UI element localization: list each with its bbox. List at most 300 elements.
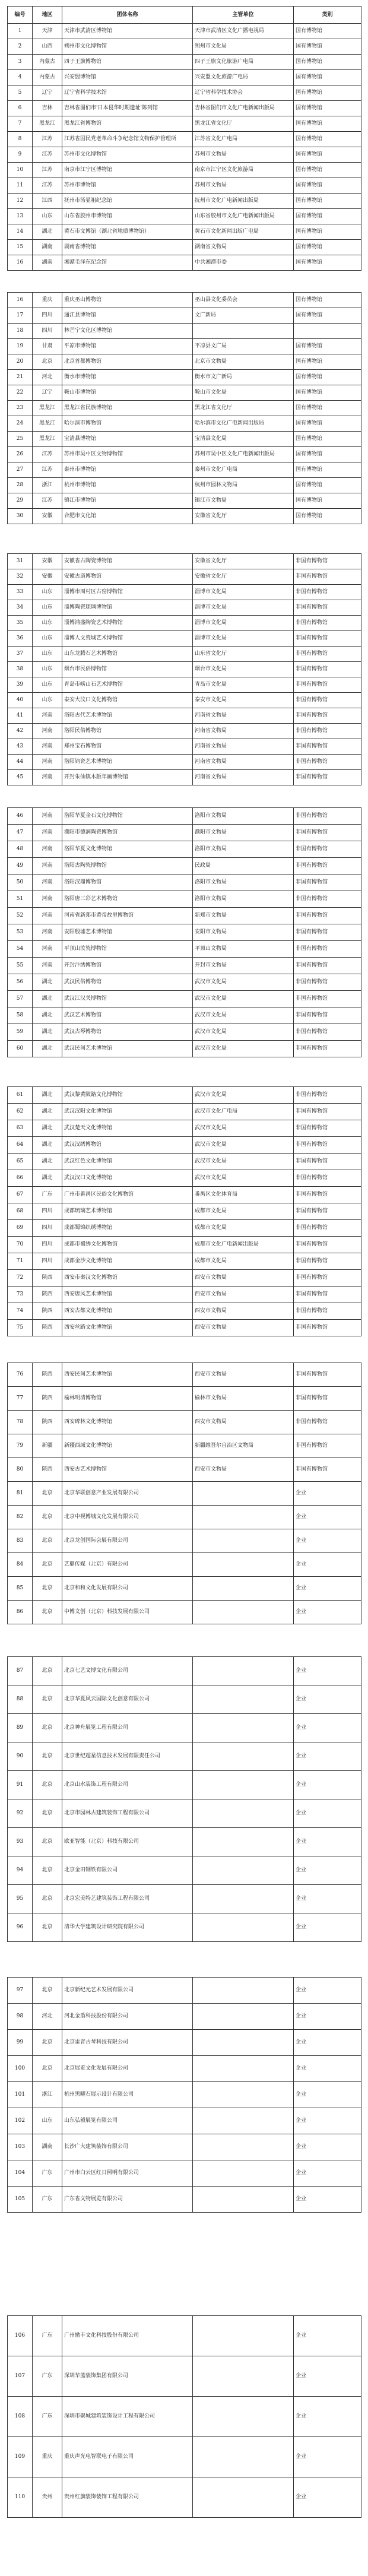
- cell-supervisor: 洛阳市文物局: [193, 808, 294, 825]
- cell-unit: 合肥市文化馆: [62, 509, 193, 524]
- cell-region: 江苏: [33, 163, 62, 178]
- table-row: [8, 147, 361, 163]
- cell-supervisor: 山东省胶州市文化广电新闻出版局: [193, 209, 294, 224]
- cell-unit: 武汉民俗博物馆: [62, 974, 193, 991]
- cell-region: 黑龙江: [33, 432, 62, 447]
- table-row: [8, 825, 361, 841]
- cell-supervisor: [193, 1799, 294, 1828]
- cell-region: 河南: [33, 770, 62, 785]
- cell-no: 106: [8, 2316, 33, 2356]
- cell-supervisor: 吉林省图们市文化广电新闻出版局: [193, 101, 294, 116]
- cell-region: 北京: [33, 1601, 62, 1624]
- table-section: [7, 1656, 361, 1942]
- cell-no: 14: [8, 224, 33, 240]
- cell-supervisor: [193, 1529, 294, 1553]
- cell-supervisor: 武汉市文化广电局: [193, 1104, 294, 1120]
- cell-region: 甘肃: [33, 339, 62, 354]
- museum-table: [7, 292, 361, 524]
- cell-category: 企业: [294, 2056, 361, 2082]
- cell-category: 非国有博物馆: [294, 1434, 361, 1458]
- cell-unit: 西安市秦汉文化博物馆: [62, 1270, 193, 1287]
- table-row: [8, 941, 361, 958]
- cell-no: 52: [8, 908, 33, 924]
- cell-category: 国有博物馆: [294, 478, 361, 493]
- cell-supervisor: [193, 2477, 294, 2518]
- cell-no: 30: [8, 509, 33, 524]
- table-row: [8, 55, 361, 70]
- museum-table: [7, 1086, 361, 1336]
- cell-category: 国有博物馆: [294, 55, 361, 70]
- cell-region: 浙江: [33, 2082, 62, 2108]
- cell-unit: 武汉古琴博物馆: [62, 1024, 193, 1041]
- table-row: [8, 1253, 361, 1270]
- cell-supervisor: 武汉市文化局: [193, 1120, 294, 1137]
- cell-region: 江苏: [33, 147, 62, 163]
- cell-region: 山东: [33, 693, 62, 708]
- cell-supervisor: 文广新局: [193, 308, 294, 324]
- cell-supervisor: 黑龙江省文化厅: [193, 116, 294, 132]
- cell-no: 11: [8, 178, 33, 194]
- cell-category: 非国有博物馆: [294, 1137, 361, 1154]
- cell-unit: 北京宏美特艺建筑装饰工程有限公司: [62, 1885, 193, 1913]
- cell-category: 企业: [294, 1482, 361, 1506]
- cell-category: 非国有博物馆: [294, 554, 361, 569]
- table-row: [8, 1087, 361, 1104]
- cell-region: 湖北: [33, 1120, 62, 1137]
- cell-no: 10: [8, 163, 33, 178]
- table-row: [8, 2004, 361, 2030]
- cell-category: 国有博物馆: [294, 509, 361, 524]
- cell-category: 企业: [294, 1856, 361, 1885]
- cell-supervisor: 西安市文物局: [193, 1287, 294, 1303]
- table-section: [7, 6, 361, 271]
- header-supervisor: 主管单位: [193, 7, 294, 24]
- cell-region: 新疆: [33, 1434, 62, 1458]
- cell-unit: 武汉民间艺术博物馆: [62, 1041, 193, 1057]
- cell-unit: 艺鼎传媒（北京）有限公司: [62, 1553, 193, 1577]
- cell-supervisor: [193, 1601, 294, 1624]
- table-row: [8, 858, 361, 874]
- table-row: [8, 1482, 361, 1506]
- cell-no: 71: [8, 1253, 33, 1270]
- cell-region: 湖南: [33, 2134, 62, 2160]
- cell-unit: 烟台市民俗博物馆: [62, 662, 193, 677]
- cell-region: 重庆: [33, 293, 62, 308]
- table-row: [8, 132, 361, 147]
- cell-no: 64: [8, 1137, 33, 1154]
- cell-supervisor: 武汉市文化局: [193, 1170, 294, 1187]
- cell-supervisor: 烟台市文化局: [193, 662, 294, 677]
- cell-category: 非国有博物馆: [294, 1154, 361, 1170]
- cell-region: 河南: [33, 825, 62, 841]
- cell-no: 88: [8, 1685, 33, 1714]
- cell-unit: 北京世纪超星信息技术发展有限责任公司: [62, 1742, 193, 1771]
- table-row: [8, 324, 361, 339]
- cell-category: 国有博物馆: [294, 163, 361, 178]
- cell-unit: 湘潭毛泽东纪念馆: [62, 255, 193, 271]
- cell-supervisor: [193, 2187, 294, 2213]
- cell-region: 贵州: [33, 2477, 62, 2518]
- cell-category: 国有博物馆: [294, 293, 361, 308]
- table-section: [7, 807, 361, 1057]
- cell-unit: 北京新纪元艺术发展有限公司: [62, 1978, 193, 2004]
- cell-no: 37: [8, 647, 33, 662]
- cell-category: 企业: [294, 1685, 361, 1714]
- cell-supervisor: 武汉市文化局: [193, 974, 294, 991]
- table-row: [8, 991, 361, 1007]
- cell-category: 非国有博物馆: [294, 569, 361, 585]
- cell-unit: 通江县博物馆: [62, 308, 193, 324]
- cell-unit: 武汉黎黄陂路文化博物馆: [62, 1087, 193, 1104]
- table-row: [8, 1287, 361, 1303]
- cell-no: 96: [8, 1913, 33, 1942]
- cell-unit: 北京金田钢铁有限公司: [62, 1856, 193, 1885]
- cell-supervisor: 天津市武清区文化广播电视局: [193, 24, 294, 39]
- table-row: [8, 39, 361, 55]
- cell-supervisor: 武汉市文化局: [193, 1087, 294, 1104]
- cell-unit: 哈尔滨市博物馆: [62, 416, 193, 432]
- cell-no: 97: [8, 1978, 33, 2004]
- cell-region: 内蒙古: [33, 70, 62, 85]
- table-row: [8, 2030, 361, 2056]
- cell-unit: 青岛市崂山石艺术博物馆: [62, 677, 193, 693]
- cell-region: 陕西: [33, 1387, 62, 1411]
- cell-no: 70: [8, 1237, 33, 1253]
- cell-category: 国有博物馆: [294, 178, 361, 194]
- cell-no: 16: [8, 293, 33, 308]
- cell-no: 58: [8, 1007, 33, 1024]
- cell-supervisor: [193, 2160, 294, 2187]
- cell-no: 45: [8, 770, 33, 785]
- cell-region: 陕西: [33, 1320, 62, 1336]
- table-row: [8, 2134, 361, 2160]
- cell-category: 企业: [294, 1601, 361, 1624]
- cell-unit: 重庆巫山博物馆: [62, 293, 193, 308]
- header-row: [8, 7, 361, 24]
- cell-category: 非国有博物馆: [294, 1220, 361, 1237]
- museum-table: [7, 553, 361, 785]
- cell-supervisor: 河南省文物局: [193, 770, 294, 785]
- cell-region: 安徽: [33, 554, 62, 569]
- cell-unit: 安阳殷墟艺术博物馆: [62, 924, 193, 941]
- cell-no: 61: [8, 1087, 33, 1104]
- cell-category: 非国有博物馆: [294, 1237, 361, 1253]
- cell-category: 国有博物馆: [294, 462, 361, 478]
- table-row: [8, 462, 361, 478]
- cell-unit: 河南省新郑市黄帝故里博物馆: [62, 908, 193, 924]
- cell-no: 48: [8, 841, 33, 858]
- cell-no: 91: [8, 1771, 33, 1799]
- table-row: [8, 1007, 361, 1024]
- table-row: [8, 416, 361, 432]
- cell-no: 47: [8, 825, 33, 841]
- cell-supervisor: [193, 1482, 294, 1506]
- cell-region: 北京: [33, 2056, 62, 2082]
- table-row: [8, 509, 361, 524]
- cell-region: 山西: [33, 39, 62, 55]
- cell-region: 山东: [33, 662, 62, 677]
- cell-no: 46: [8, 808, 33, 825]
- table-row: [8, 1577, 361, 1601]
- cell-region: 吉林: [33, 101, 62, 116]
- cell-unit: 平凉市博物馆: [62, 339, 193, 354]
- cell-supervisor: 武汉市文化局: [193, 991, 294, 1007]
- cell-category: 非国有博物馆: [294, 1170, 361, 1187]
- cell-supervisor: 河南省文物局: [193, 739, 294, 755]
- table-row: [8, 478, 361, 493]
- cell-category: 非国有博物馆: [294, 616, 361, 631]
- cell-supervisor: 河南省文物局: [193, 724, 294, 739]
- cell-no: 110: [8, 2477, 33, 2518]
- cell-region: 北京: [33, 2030, 62, 2056]
- cell-no: 4: [8, 70, 33, 85]
- cell-no: 72: [8, 1270, 33, 1287]
- cell-supervisor: 安徽省文化厅: [193, 509, 294, 524]
- cell-region: 北京: [33, 1742, 62, 1771]
- cell-supervisor: 西安市文物局: [193, 1411, 294, 1434]
- cell-supervisor: [193, 1856, 294, 1885]
- cell-no: 18: [8, 324, 33, 339]
- cell-no: 43: [8, 739, 33, 755]
- table-row: [8, 616, 361, 631]
- cell-region: 山东: [33, 647, 62, 662]
- cell-region: 河南: [33, 891, 62, 908]
- table-row: [8, 677, 361, 693]
- cell-no: 26: [8, 447, 33, 462]
- cell-unit: 成都金沙文化博物馆: [62, 1253, 193, 1270]
- cell-supervisor: [193, 2356, 294, 2397]
- cell-no: 25: [8, 432, 33, 447]
- cell-supervisor: [193, 1577, 294, 1601]
- cell-no: 44: [8, 755, 33, 770]
- cell-no: 65: [8, 1154, 33, 1170]
- cell-no: 94: [8, 1856, 33, 1885]
- cell-category: 国有博物馆: [294, 255, 361, 271]
- cell-no: 24: [8, 416, 33, 432]
- cell-category: 非国有博物馆: [294, 1024, 361, 1041]
- cell-supervisor: 青岛市文化局: [193, 677, 294, 693]
- cell-no: 16: [8, 255, 33, 271]
- cell-category: 非国有博物馆: [294, 1120, 361, 1137]
- cell-supervisor: [193, 2397, 294, 2437]
- cell-category: 非国有博物馆: [294, 1458, 361, 1482]
- cell-unit: 南京市江宁区博物馆: [62, 163, 193, 178]
- cell-unit: 湖南省博物馆: [62, 240, 193, 255]
- cell-supervisor: 衡水市文广新局: [193, 370, 294, 385]
- cell-region: 河北: [33, 2004, 62, 2030]
- cell-region: 河南: [33, 708, 62, 724]
- cell-no: 90: [8, 1742, 33, 1771]
- cell-category: 非国有博物馆: [294, 1270, 361, 1287]
- table-row: [8, 1799, 361, 1828]
- table-row: [8, 708, 361, 724]
- cell-unit: 鞍山市博物馆: [62, 385, 193, 401]
- table-row: [8, 662, 361, 677]
- cell-supervisor: 西安市文物局: [193, 1458, 294, 1482]
- cell-region: 湖北: [33, 1170, 62, 1187]
- cell-unit: 西安唐风艺术博物馆: [62, 1287, 193, 1303]
- cell-supervisor: [193, 1885, 294, 1913]
- cell-region: 四川: [33, 1203, 62, 1220]
- cell-no: 103: [8, 2134, 33, 2160]
- cell-unit: 成都蜀锦织绣博物馆: [62, 1220, 193, 1237]
- cell-category: 非国有博物馆: [294, 825, 361, 841]
- cell-category: 国有博物馆: [294, 240, 361, 255]
- cell-region: 河南: [33, 958, 62, 974]
- cell-unit: 武汉红色文化博物馆: [62, 1154, 193, 1170]
- cell-no: 49: [8, 858, 33, 874]
- cell-unit: 武汉江汉关博物馆: [62, 991, 193, 1007]
- cell-no: 56: [8, 974, 33, 991]
- cell-region: 广东: [33, 2397, 62, 2437]
- cell-region: 湖北: [33, 224, 62, 240]
- cell-supervisor: 湖南省文物局: [193, 240, 294, 255]
- cell-supervisor: 四子王旗文化旅游广电局: [193, 55, 294, 70]
- table-row: [8, 1506, 361, 1529]
- cell-supervisor: [193, 1742, 294, 1771]
- cell-region: 湖北: [33, 974, 62, 991]
- table-row: [8, 1170, 361, 1187]
- table-row: [8, 1601, 361, 1624]
- cell-supervisor: 新疆维吾尔自治区文物局: [193, 1434, 294, 1458]
- table-row: [8, 1387, 361, 1411]
- cell-supervisor: 南京市江宁区文化旅游局: [193, 163, 294, 178]
- table-row: [8, 1742, 361, 1771]
- cell-unit: 北京雷音古琴科技有限公司: [62, 2030, 193, 2056]
- cell-no: 85: [8, 1577, 33, 1601]
- cell-unit: 抚州市汤显祖纪念馆: [62, 194, 193, 209]
- cell-no: 99: [8, 2030, 33, 2056]
- cell-supervisor: 巫山县文化委员会: [193, 293, 294, 308]
- cell-category: 国有博物馆: [294, 39, 361, 55]
- cell-category: 非国有博物馆: [294, 874, 361, 891]
- cell-supervisor: 泰安市文化局: [193, 693, 294, 708]
- cell-no: 15: [8, 240, 33, 255]
- cell-unit: 洛阳古代艺术博物馆: [62, 708, 193, 724]
- table-row: [8, 2316, 361, 2356]
- cell-unit: 洛阳唐三彩艺术博物馆: [62, 891, 193, 908]
- cell-no: 53: [8, 924, 33, 941]
- cell-no: 87: [8, 1657, 33, 1685]
- cell-supervisor: 西安市文物局: [193, 1320, 294, 1336]
- cell-category: 非国有博物馆: [294, 941, 361, 958]
- cell-category: 非国有博物馆: [294, 1041, 361, 1057]
- cell-no: 105: [8, 2187, 33, 2213]
- cell-no: 82: [8, 1506, 33, 1529]
- cell-category: 国有博物馆: [294, 116, 361, 132]
- table-row: [8, 1553, 361, 1577]
- cell-no: 22: [8, 385, 33, 401]
- cell-unit: 黄石市文博馆（湖北省地质博物馆）: [62, 224, 193, 240]
- cell-category: 非国有博物馆: [294, 908, 361, 924]
- cell-supervisor: 武汉市文化局: [193, 1041, 294, 1057]
- cell-region: 黑龙江: [33, 401, 62, 416]
- cell-category: 非国有博物馆: [294, 770, 361, 785]
- cell-supervisor: 苏州市文物局: [193, 178, 294, 194]
- cell-region: 四川: [33, 308, 62, 324]
- table-row: [8, 924, 361, 941]
- cell-no: 50: [8, 874, 33, 891]
- cell-supervisor: [193, 2316, 294, 2356]
- cell-unit: 苏州市吴中区文物博物馆: [62, 447, 193, 462]
- cell-region: 辽宁: [33, 85, 62, 101]
- cell-category: 企业: [294, 1913, 361, 1942]
- cell-unit: 武汉汉口文化博物馆: [62, 1170, 193, 1187]
- table-row: [8, 631, 361, 647]
- cell-no: 100: [8, 2056, 33, 2082]
- cell-region: 广东: [33, 2187, 62, 2213]
- cell-supervisor: 成都市文化局: [193, 1203, 294, 1220]
- table-row: [8, 958, 361, 974]
- cell-region: 山东: [33, 600, 62, 616]
- cell-category: 企业: [294, 2397, 361, 2437]
- cell-region: 湖北: [33, 1137, 62, 1154]
- cell-region: 北京: [33, 1913, 62, 1942]
- cell-supervisor: 鞍山市文化局: [193, 385, 294, 401]
- cell-region: 内蒙古: [33, 55, 62, 70]
- cell-region: 湖北: [33, 1024, 62, 1041]
- table-row: [8, 1120, 361, 1137]
- cell-region: 江苏: [33, 178, 62, 194]
- cell-region: 北京: [33, 1685, 62, 1714]
- cell-region: 河南: [33, 941, 62, 958]
- cell-supervisor: 洛阳市文物局: [193, 891, 294, 908]
- cell-category: 非国有博物馆: [294, 693, 361, 708]
- cell-category: 国有博物馆: [294, 70, 361, 85]
- cell-category: 非国有博物馆: [294, 677, 361, 693]
- cell-no: 81: [8, 1482, 33, 1506]
- cell-category: 非国有博物馆: [294, 891, 361, 908]
- cell-unit: 开封汴绣博物馆: [62, 958, 193, 974]
- cell-region: 江苏: [33, 462, 62, 478]
- cell-unit: 北京展览文化发展有限公司: [62, 2056, 193, 2082]
- cell-supervisor: [193, 1657, 294, 1685]
- cell-unit: 淄博鸿盛陶瓷艺术博物馆: [62, 616, 193, 631]
- cell-category: 企业: [294, 2356, 361, 2397]
- cell-no: 36: [8, 631, 33, 647]
- cell-category: 企业: [294, 2082, 361, 2108]
- cell-category: 非国有博物馆: [294, 600, 361, 616]
- cell-supervisor: 武汉市文化局: [193, 1137, 294, 1154]
- table-row: [8, 585, 361, 600]
- museum-table: [7, 1656, 361, 1942]
- cell-supervisor: 淄博市文化局: [193, 585, 294, 600]
- table-section: [7, 1086, 361, 1336]
- cell-unit: 辽宁省科学技术馆: [62, 85, 193, 101]
- cell-region: 湖南: [33, 255, 62, 271]
- cell-no: 107: [8, 2356, 33, 2397]
- cell-region: 陕西: [33, 1411, 62, 1434]
- cell-region: 湖北: [33, 1041, 62, 1057]
- cell-region: 山东: [33, 585, 62, 600]
- cell-region: 山东: [33, 2108, 62, 2134]
- cell-unit: 朔州市文化博物馆: [62, 39, 193, 55]
- cell-unit: 开封朱仙镇木版年画博物馆: [62, 770, 193, 785]
- cell-region: 四川: [33, 1237, 62, 1253]
- cell-unit: 苏州市博物馆: [62, 178, 193, 194]
- cell-no: 95: [8, 1885, 33, 1913]
- cell-category: 国有博物馆: [294, 224, 361, 240]
- cell-category: 企业: [294, 1742, 361, 1771]
- cell-supervisor: 番禺区文化体育局: [193, 1187, 294, 1203]
- cell-category: 企业: [294, 2160, 361, 2187]
- cell-category: 非国有博物馆: [294, 1187, 361, 1203]
- cell-region: 辽宁: [33, 385, 62, 401]
- cell-region: 河南: [33, 924, 62, 941]
- cell-supervisor: 西安市文物局: [193, 1303, 294, 1320]
- cell-supervisor: 成都市文化局: [193, 1220, 294, 1237]
- cell-category: 企业: [294, 2108, 361, 2134]
